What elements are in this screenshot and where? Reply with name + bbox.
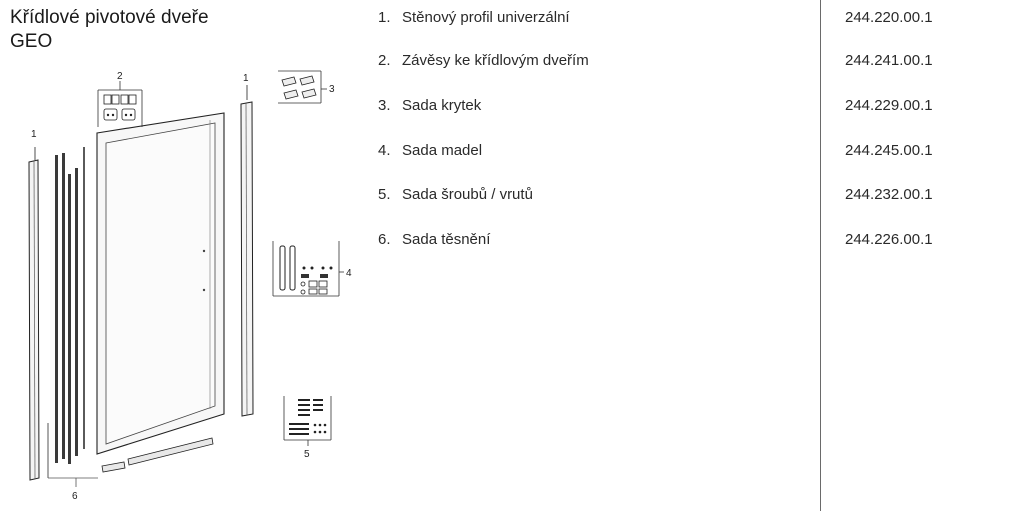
callout-4: 4 — [346, 268, 352, 279]
callout-5: 5 — [304, 449, 310, 460]
callout-1-right: 1 — [243, 73, 249, 84]
list-item — [378, 6, 948, 30]
part-name: Stěnový profil univerzální — [402, 9, 570, 26]
hinges-set — [98, 81, 142, 127]
part-name: Sada krytek — [402, 97, 482, 114]
callout-3: 3 — [329, 84, 335, 95]
part-number: 3. — [378, 97, 391, 114]
list-item — [378, 228, 948, 252]
door-leaf — [97, 113, 224, 454]
callout-2: 2 — [117, 71, 123, 82]
caps-set — [278, 71, 327, 103]
part-number: 5. — [378, 186, 391, 203]
title-line-2: GEO — [10, 31, 53, 52]
part-name: Sada těsnění — [402, 231, 491, 248]
part-code: 244.241.00.1 — [845, 52, 933, 69]
part-number: 6. — [378, 231, 391, 248]
list-item — [378, 139, 948, 163]
exploded-view-drawing — [0, 0, 370, 511]
part-code: 244.226.00.1 — [845, 231, 933, 248]
column-divider — [820, 0, 821, 511]
part-number: 4. — [378, 142, 391, 159]
wall-profile-right — [241, 85, 253, 416]
part-code: 244.245.00.1 — [845, 142, 933, 159]
list-item — [378, 94, 948, 118]
part-code: 244.232.00.1 — [845, 186, 933, 203]
part-code: 244.229.00.1 — [845, 97, 933, 114]
wall-profile-left — [29, 147, 39, 480]
title-line-1: Křídlové pivotové dveře — [10, 7, 209, 28]
handles-set — [273, 241, 344, 296]
list-item — [378, 183, 948, 207]
part-name: Závěsy ke křídlovým dveřím — [402, 52, 589, 69]
list-item — [378, 49, 948, 73]
part-number: 2. — [378, 52, 391, 69]
screws-set — [284, 396, 331, 446]
part-number: 1. — [378, 9, 391, 26]
part-name: Sada šroubů / vrutů — [402, 186, 533, 203]
part-name: Sada madel — [402, 142, 483, 159]
callout-1-left: 1 — [31, 129, 37, 140]
callout-6: 6 — [72, 491, 78, 502]
part-code: 244.220.00.1 — [845, 9, 933, 26]
